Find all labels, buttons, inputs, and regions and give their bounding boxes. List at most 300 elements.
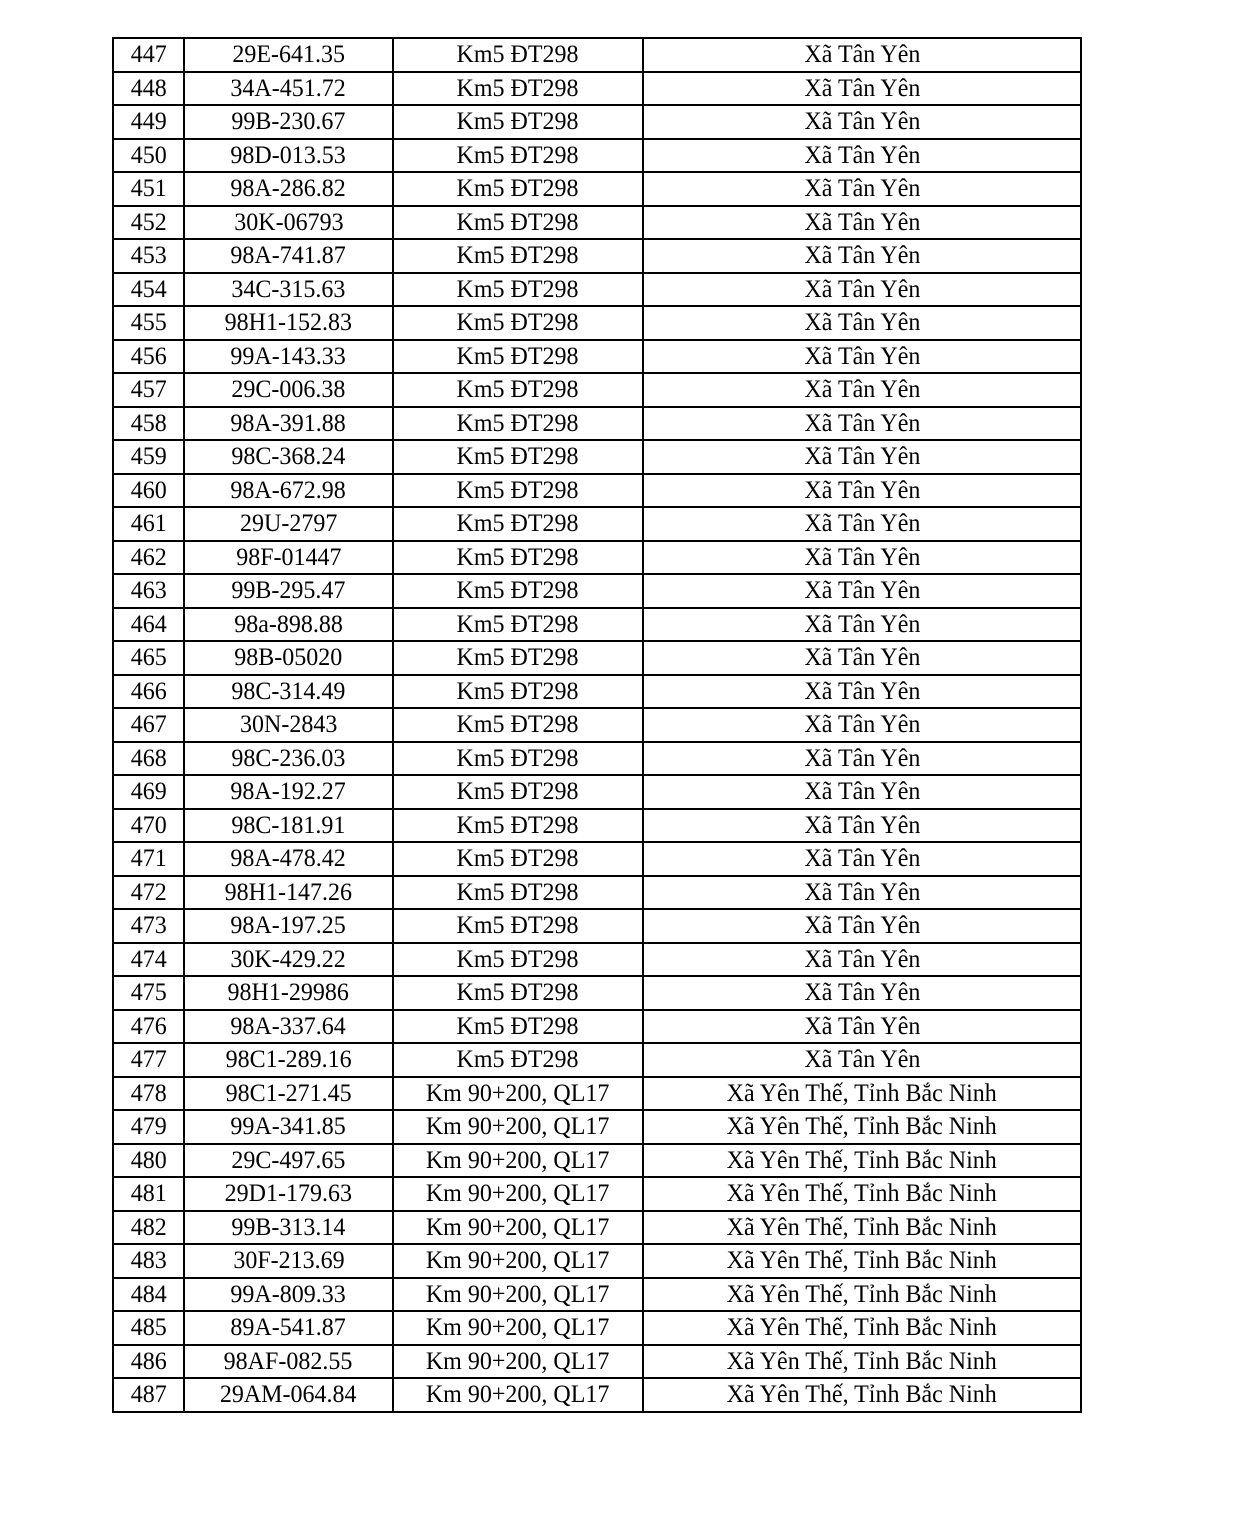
table-cell-location [393,1345,643,1379]
table-cell-commune [643,708,1081,742]
table-cell-commune [643,1345,1081,1379]
table-cell-stt [113,742,184,776]
cell-text-stt: 484 [130,1280,167,1308]
cell-text-commune: Xã Tân Yên [804,577,920,605]
cell-text-commune: Xã Tân Yên [804,443,920,471]
cell-text-stt: 454 [130,275,167,303]
table-cell-location [393,440,643,474]
table-row [113,38,1081,72]
cell-text-stt: 466 [130,677,167,705]
table-cell-commune [643,909,1081,943]
table-cell-commune [643,1177,1081,1211]
table-cell-location [393,1278,643,1312]
vehicle-table-body [113,38,1081,1412]
table-cell-plate [184,507,393,541]
table-cell-plate [184,306,393,340]
table-row [113,675,1081,709]
table-cell-location [393,1311,643,1345]
table-cell-plate [184,876,393,910]
table-row [113,876,1081,910]
table-cell-plate [184,1144,393,1178]
cell-text-plate: 98A-192.27 [230,778,347,806]
cell-text-stt: 479 [130,1113,167,1141]
cell-text-location: Km5 ĐT298 [456,41,579,69]
cell-text-plate: 98C-314.49 [231,677,346,705]
table-cell-plate [184,105,393,139]
table-cell-location [393,105,643,139]
cell-text-commune: Xã Tân Yên [804,778,920,806]
table-cell-stt [113,1378,184,1412]
cell-text-plate: 98F-01447 [235,543,342,571]
table-cell-location [393,909,643,943]
table-cell-plate [184,1311,393,1345]
table-cell-plate [184,206,393,240]
cell-text-stt: 477 [130,1046,167,1074]
cell-text-commune: Xã Tân Yên [804,912,920,940]
table-row [113,608,1081,642]
table-cell-location [393,742,643,776]
table-cell-commune [643,273,1081,307]
cell-text-plate: 34A-451.72 [230,74,347,102]
table-cell-location [393,340,643,374]
cell-text-commune: Xã Tân Yên [804,677,920,705]
table-cell-commune [643,306,1081,340]
table-row [113,474,1081,508]
cell-text-stt: 476 [130,1012,167,1040]
cell-text-stt: 485 [130,1314,167,1342]
cell-text-commune: Xã Tân Yên [804,510,920,538]
cell-text-commune: Xã Yên Thế, Tỉnh Bắc Ninh [726,1347,998,1375]
cell-text-stt: 455 [130,309,167,337]
table-cell-location [393,876,643,910]
table-row [113,139,1081,173]
table-cell-plate [184,239,393,273]
cell-text-plate: 34C-315.63 [231,275,346,303]
cell-text-location: Km5 ĐT298 [456,141,579,169]
table-cell-plate [184,340,393,374]
table-cell-location [393,641,643,675]
table-cell-stt [113,1311,184,1345]
cell-text-plate: 29C-497.65 [231,1146,346,1174]
cell-text-stt: 483 [130,1247,167,1275]
table-cell-location [393,1043,643,1077]
table-cell-location [393,1144,643,1178]
table-row [113,976,1081,1010]
table-row [113,273,1081,307]
table-cell-stt [113,608,184,642]
cell-text-commune: Xã Tân Yên [804,979,920,1007]
cell-text-location: Km 90+200, QL17 [426,1314,610,1342]
cell-text-location: Km5 ĐT298 [456,744,579,772]
cell-text-stt: 470 [130,811,167,839]
table-cell-location [393,608,643,642]
cell-text-location: Km 90+200, QL17 [426,1247,610,1275]
cell-text-stt: 475 [130,979,167,1007]
table-cell-plate [184,943,393,977]
cell-text-commune: Xã Yên Thế, Tỉnh Bắc Ninh [726,1314,998,1342]
table-cell-plate [184,608,393,642]
cell-text-location: Km 90+200, QL17 [426,1280,610,1308]
table-cell-commune [643,440,1081,474]
cell-text-stt: 471 [130,845,167,873]
cell-text-stt: 457 [130,376,167,404]
table-cell-stt [113,105,184,139]
table-cell-stt [113,708,184,742]
table-cell-location [393,139,643,173]
table-cell-location [393,809,643,843]
cell-text-location: Km5 ĐT298 [456,275,579,303]
table-row [113,742,1081,776]
cell-text-commune: Xã Tân Yên [804,342,920,370]
cell-text-plate: 99B-295.47 [231,577,346,605]
table-row [113,1278,1081,1312]
cell-text-commune: Xã Yên Thế, Tỉnh Bắc Ninh [726,1180,998,1208]
cell-text-location: Km5 ĐT298 [456,510,579,538]
table-cell-plate [184,742,393,776]
cell-text-plate: 98a-898.88 [234,610,343,638]
table-cell-plate [184,976,393,1010]
cell-text-commune: Xã Tân Yên [804,744,920,772]
cell-text-plate: 29C-006.38 [231,376,346,404]
table-cell-plate [184,1077,393,1111]
table-cell-commune [643,172,1081,206]
cell-text-stt: 461 [130,510,167,538]
cell-text-plate: 98C1-271.45 [225,1079,352,1107]
cell-text-stt: 460 [130,476,167,504]
cell-text-stt: 459 [130,443,167,471]
table-row [113,340,1081,374]
table-cell-commune [643,105,1081,139]
cell-text-plate: 98H1-152.83 [224,309,353,337]
cell-text-commune: Xã Yên Thế, Tỉnh Bắc Ninh [726,1247,998,1275]
cell-text-commune: Xã Yên Thế, Tỉnh Bắc Ninh [726,1280,998,1308]
table-cell-commune [643,742,1081,776]
cell-text-stt: 465 [130,644,167,672]
table-cell-commune [643,1110,1081,1144]
cell-text-plate: 98A-672.98 [230,476,347,504]
table-row [113,306,1081,340]
cell-text-commune: Xã Tân Yên [804,878,920,906]
table-row [113,1077,1081,1111]
cell-text-stt: 486 [130,1347,167,1375]
cell-text-commune: Xã Yên Thế, Tỉnh Bắc Ninh [726,1079,998,1107]
table-cell-commune [643,842,1081,876]
table-row [113,1144,1081,1178]
table-cell-commune [643,1043,1081,1077]
table-cell-commune [643,340,1081,374]
table-cell-commune [643,541,1081,575]
table-cell-commune [643,72,1081,106]
cell-text-plate: 98AF-082.55 [224,1347,353,1375]
cell-text-plate: 99B-313.14 [231,1213,346,1241]
table-cell-location [393,775,643,809]
table-row [113,1345,1081,1379]
cell-text-plate: 29D1-179.63 [224,1180,353,1208]
cell-text-stt: 474 [130,945,167,973]
table-cell-stt [113,172,184,206]
table-cell-plate [184,909,393,943]
cell-text-commune: Xã Tân Yên [804,476,920,504]
cell-text-stt: 481 [130,1180,167,1208]
table-cell-stt [113,1345,184,1379]
cell-text-stt: 478 [130,1079,167,1107]
table-cell-location [393,273,643,307]
table-cell-plate [184,541,393,575]
cell-text-location: Km5 ĐT298 [456,476,579,504]
table-cell-location [393,842,643,876]
cell-text-location: Km5 ĐT298 [456,644,579,672]
cell-text-commune: Xã Tân Yên [804,309,920,337]
cell-text-location: Km 90+200, QL17 [426,1180,610,1208]
table-cell-plate [184,1211,393,1245]
table-cell-plate [184,1043,393,1077]
cell-text-stt: 468 [130,744,167,772]
cell-text-stt: 473 [130,912,167,940]
cell-text-commune: Xã Tân Yên [804,945,920,973]
table-cell-plate [184,842,393,876]
table-cell-stt [113,541,184,575]
table-cell-plate [184,1378,393,1412]
table-cell-stt [113,239,184,273]
table-cell-location [393,373,643,407]
table-cell-location [393,708,643,742]
cell-text-location: Km 90+200, QL17 [426,1113,610,1141]
table-cell-commune [643,1278,1081,1312]
table-row [113,1110,1081,1144]
cell-text-stt: 487 [130,1381,167,1409]
cell-text-plate: 98A-197.25 [230,912,347,940]
table-cell-plate [184,474,393,508]
table-cell-location [393,675,643,709]
cell-text-commune: Xã Tân Yên [804,108,920,136]
table-cell-stt [113,474,184,508]
cell-text-stt: 462 [130,543,167,571]
table-cell-commune [643,1311,1081,1345]
cell-text-location: Km5 ĐT298 [456,309,579,337]
cell-text-commune: Xã Tân Yên [804,811,920,839]
cell-text-location: Km5 ĐT298 [456,945,579,973]
cell-text-plate: 98D-013.53 [230,141,347,169]
table-cell-stt [113,675,184,709]
table-cell-plate [184,373,393,407]
table-cell-commune [643,775,1081,809]
table-cell-commune [643,641,1081,675]
cell-text-location: Km5 ĐT298 [456,242,579,270]
cell-text-location: Km 90+200, QL17 [426,1213,610,1241]
table-cell-stt [113,407,184,441]
table-cell-stt [113,206,184,240]
table-cell-plate [184,1278,393,1312]
table-cell-stt [113,976,184,1010]
cell-text-location: Km 90+200, QL17 [426,1079,610,1107]
vehicle-table-container [112,37,1080,1413]
table-cell-stt [113,1010,184,1044]
table-row [113,407,1081,441]
cell-text-stt: 450 [130,141,167,169]
table-row [113,1378,1081,1412]
cell-text-location: Km5 ĐT298 [456,74,579,102]
cell-text-commune: Xã Tân Yên [804,644,920,672]
cell-text-stt: 451 [130,175,167,203]
cell-text-plate: 98C-236.03 [231,744,346,772]
table-cell-commune [643,407,1081,441]
cell-text-location: Km5 ĐT298 [456,912,579,940]
cell-text-stt: 453 [130,242,167,270]
table-row [113,172,1081,206]
cell-text-plate: 30N-2843 [239,711,338,739]
cell-text-plate: 89A-541.87 [230,1314,347,1342]
cell-text-commune: Xã Tân Yên [804,41,920,69]
cell-text-plate: 98C-368.24 [231,443,346,471]
cell-text-commune: Xã Yên Thế, Tỉnh Bắc Ninh [726,1381,998,1409]
cell-text-location: Km5 ĐT298 [456,711,579,739]
cell-text-commune: Xã Tân Yên [804,275,920,303]
table-cell-commune [643,943,1081,977]
table-cell-stt [113,1043,184,1077]
table-row [113,507,1081,541]
table-cell-location [393,407,643,441]
cell-text-plate: 98C1-289.16 [225,1046,352,1074]
table-row [113,1010,1081,1044]
cell-text-location: Km5 ĐT298 [456,108,579,136]
table-cell-stt [113,1177,184,1211]
cell-text-commune: Xã Tân Yên [804,1012,920,1040]
cell-text-plate: 98A-286.82 [230,175,347,203]
cell-text-location: Km5 ĐT298 [456,878,579,906]
cell-text-location: Km5 ĐT298 [456,543,579,571]
table-row [113,239,1081,273]
cell-text-location: Km5 ĐT298 [456,1012,579,1040]
cell-text-stt: 447 [130,41,167,69]
table-cell-plate [184,641,393,675]
table-cell-stt [113,440,184,474]
table-cell-commune [643,206,1081,240]
table-cell-location [393,474,643,508]
table-cell-location [393,172,643,206]
cell-text-commune: Xã Yên Thế, Tỉnh Bắc Ninh [726,1113,998,1141]
table-row [113,1311,1081,1345]
table-row [113,708,1081,742]
table-cell-plate [184,139,393,173]
cell-text-plate: 30K-429.22 [230,945,347,973]
table-cell-commune [643,608,1081,642]
table-cell-location [393,507,643,541]
table-cell-plate [184,273,393,307]
cell-text-location: Km5 ĐT298 [456,175,579,203]
cell-text-location: Km5 ĐT298 [456,577,579,605]
table-cell-stt [113,1077,184,1111]
table-cell-location [393,943,643,977]
table-cell-plate [184,1244,393,1278]
table-row [113,842,1081,876]
cell-text-commune: Xã Tân Yên [804,1046,920,1074]
cell-text-location: Km5 ĐT298 [456,778,579,806]
cell-text-commune: Xã Tân Yên [804,711,920,739]
table-cell-plate [184,809,393,843]
table-cell-commune [643,373,1081,407]
cell-text-commune: Xã Tân Yên [804,543,920,571]
table-cell-stt [113,340,184,374]
table-cell-location [393,38,643,72]
table-cell-stt [113,38,184,72]
cell-text-plate: 29U-2797 [239,510,338,538]
table-cell-location [393,1211,643,1245]
table-cell-commune [643,1010,1081,1044]
table-cell-commune [643,574,1081,608]
cell-text-location: Km5 ĐT298 [456,443,579,471]
cell-text-stt: 456 [130,342,167,370]
cell-text-commune: Xã Yên Thế, Tỉnh Bắc Ninh [726,1146,998,1174]
cell-text-plate: 99A-143.33 [230,342,347,370]
table-cell-location [393,1010,643,1044]
cell-text-stt: 480 [130,1146,167,1174]
table-cell-plate [184,1177,393,1211]
cell-text-plate: 98H1-29986 [227,979,350,1007]
table-row [113,440,1081,474]
table-cell-commune [643,38,1081,72]
cell-text-commune: Xã Tân Yên [804,175,920,203]
table-cell-plate [184,708,393,742]
table-cell-location [393,1378,643,1412]
cell-text-stt: 449 [130,108,167,136]
cell-text-location: Km5 ĐT298 [456,811,579,839]
cell-text-location: Km5 ĐT298 [456,376,579,404]
table-cell-commune [643,876,1081,910]
cell-text-plate: 29E-641.35 [232,41,345,69]
table-cell-stt [113,574,184,608]
table-row [113,574,1081,608]
table-cell-stt [113,72,184,106]
table-cell-plate [184,675,393,709]
cell-text-stt: 464 [130,610,167,638]
table-row [113,1177,1081,1211]
cell-text-plate: 98A-741.87 [230,242,347,270]
table-row [113,943,1081,977]
table-cell-plate [184,1345,393,1379]
cell-text-location: Km5 ĐT298 [456,409,579,437]
cell-text-commune: Xã Tân Yên [804,74,920,102]
table-row [113,775,1081,809]
table-cell-location [393,206,643,240]
table-cell-plate [184,38,393,72]
cell-text-location: Km5 ĐT298 [456,342,579,370]
cell-text-location: Km5 ĐT298 [456,610,579,638]
table-cell-commune [643,1378,1081,1412]
table-cell-stt [113,1278,184,1312]
table-cell-plate [184,775,393,809]
cell-text-location: Km 90+200, QL17 [426,1347,610,1375]
table-row [113,105,1081,139]
cell-text-commune: Xã Tân Yên [804,376,920,404]
cell-text-location: Km5 ĐT298 [456,1046,579,1074]
table-row [113,1211,1081,1245]
table-cell-location [393,239,643,273]
cell-text-plate: 98A-337.64 [230,1012,347,1040]
cell-text-stt: 472 [130,878,167,906]
cell-text-stt: 458 [130,409,167,437]
table-row [113,641,1081,675]
table-cell-location [393,1177,643,1211]
cell-text-location: Km5 ĐT298 [456,208,579,236]
table-row [113,206,1081,240]
table-cell-commune [643,239,1081,273]
table-cell-stt [113,809,184,843]
cell-text-plate: 99A-809.33 [230,1280,347,1308]
table-row [113,1244,1081,1278]
cell-text-stt: 448 [130,74,167,102]
table-cell-commune [643,139,1081,173]
table-cell-plate [184,440,393,474]
